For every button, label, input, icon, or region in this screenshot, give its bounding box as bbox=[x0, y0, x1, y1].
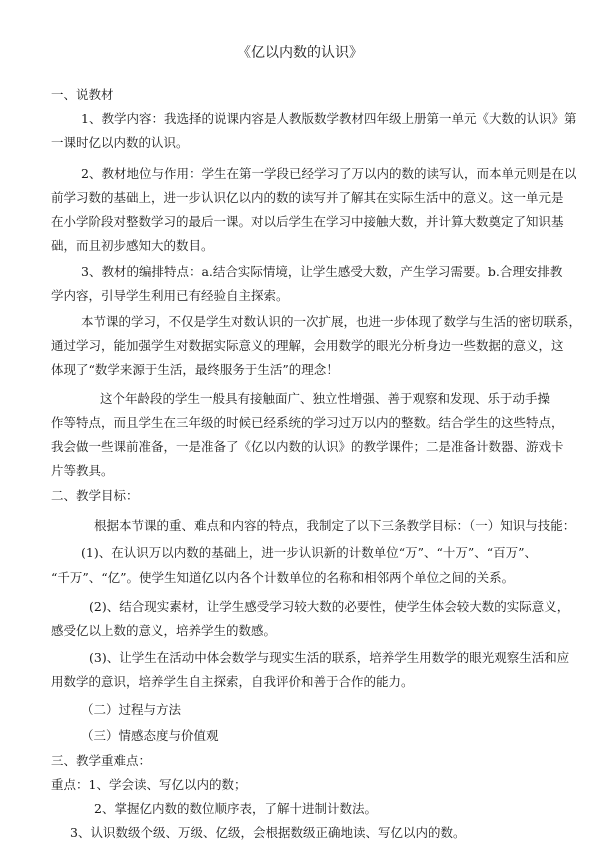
paragraph-line: 根据本节课的重、难点和内容的特点，我制定了以下三条教学目标：（一）知识与技能： bbox=[94, 518, 576, 533]
paragraph-line: 2、掌握亿内数的数位顺序表，了解十进制计数法。 bbox=[94, 801, 377, 816]
paragraph-line: 本节课的学习，不仅是学生对数认识的一次扩展，也进一步体现了数学与生活的密切联系， bbox=[81, 314, 582, 329]
paragraph-line: 这个年龄段的学生一般具有接触面广、独立性增强、善于观察和发现、乐于动手操 bbox=[100, 391, 551, 406]
paragraph-line: 学内容，引导学生利用已有经验自主探索。 bbox=[51, 288, 289, 303]
paragraph-line: 作等特点，而且学生在三年级的时候已经系统的学习过万以内的整数。结合学生的这些特点， bbox=[51, 415, 564, 430]
paragraph-line: “千万”、“亿”。使学生知道亿以内各个计数单位的名称和相邻两个单位之间的关系。 bbox=[51, 570, 515, 585]
document-title: 《亿以内数的认识》 bbox=[237, 45, 363, 61]
paragraph-line: 3、教材的编排特点：a.结合实际情境，让学生感受大数，产生学习需要。b.合理安排教 bbox=[81, 264, 563, 279]
paragraph-line: 片等教具。 bbox=[51, 463, 114, 478]
paragraph-line: 体现了“数学来源于生活，最终服务于生活”的理念！ bbox=[51, 362, 339, 377]
section-heading-key-points: 三、教学重难点： bbox=[51, 753, 152, 768]
paragraph-line: (1)、在认识万以内数的基础上，进一步认识新的计数单位“万”、“十万”、“百万”、 bbox=[81, 545, 538, 560]
paragraph-line: 通过学习，能加强学生对数据实际意义的理解，会用数学的眼光分析身边一些数据的意义，这 bbox=[51, 338, 564, 353]
paragraph-line: 1、教学内容：我选择的说课内容是人教版数学教材四年级上册第一单元《大数的认识》第 bbox=[81, 111, 577, 126]
paragraph-line: 础，而且初步感知大的数目。 bbox=[51, 238, 214, 253]
paragraph-line: 我会做一些课前准备，一是准备了《亿以内数的认识》的教学课件；二是准备计数器、游戏卡 bbox=[51, 439, 564, 454]
paragraph-line: 一课时亿以内数的认识。 bbox=[51, 135, 189, 150]
paragraph-line: 前学习数的基础上，进一步认识亿以内的数的读写并了解其在实际生活中的意义。这一单元是 bbox=[51, 190, 564, 205]
section-heading-goals: 二、教学目标： bbox=[51, 488, 139, 503]
paragraph-line: 2、教材地位与作用：学生在第一学段已经学习了万以内的数的读写认，而本单元则是在以 bbox=[81, 166, 577, 181]
section-heading-textbook: 一、说教材 bbox=[51, 87, 114, 102]
paragraph-line: (3)、让学生在活动中体会数学与现实生活的联系，培养学生用数学的眼光观察生活和应 bbox=[89, 650, 570, 665]
paragraph-line: (2)、结合现实素材，让学生感受学习较大数的必要性，使学生体会较大数的实际意义， bbox=[89, 599, 570, 614]
paragraph-line: 用数学的意识，培养学生自主探索，自我评价和善于合作的能力。 bbox=[51, 674, 414, 689]
paragraph-line: 重点：1、学会读、写亿以内的数； bbox=[51, 777, 247, 792]
paragraph-line: 3、认识数级个级、万级、亿级，会根据数级正确地读、写亿以内的数。 bbox=[70, 825, 466, 840]
subheading-attitude-values: （三）情感态度与价值观 bbox=[81, 728, 219, 743]
subheading-process-methods: （二）过程与方法 bbox=[81, 702, 182, 717]
paragraph-line: 在小学阶段对整数学习的最后一课。对以后学生在学习中接触大数，并计算大数奠定了知识基 bbox=[51, 214, 564, 229]
paragraph-line: 感受亿以上数的意义，培养学生的数感。 bbox=[51, 623, 277, 638]
